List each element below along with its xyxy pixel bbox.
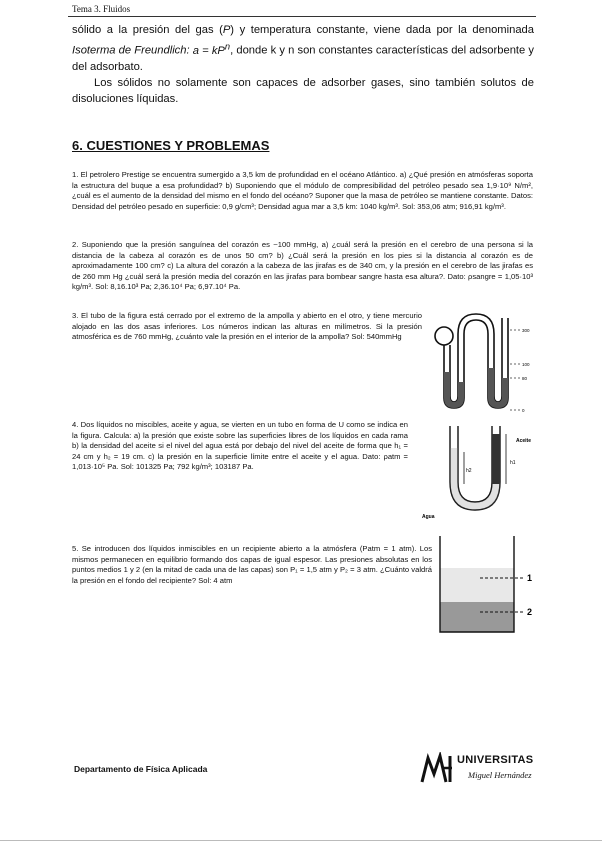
problem-5: 5. Se introducen dos líquidos inmiscibles en un recipiente abierto a la atmósfera (Patm = 1 atm). Los mismos permanecen en equilibrio formando dos capas de igual espesor. Las presiones absolutas en los puntos medios 1 y 2 (en la mitad de cada una de las capas) son P₁ = 1,5 atm y P₂ = 3 atm. ¿Cuánto valdrá la presión en el fondo del recipiente? Sol: 4 atm xyxy=(72,544,432,585)
fig3-height-0: 0 xyxy=(522,408,525,413)
fig4-h1-label: h1 xyxy=(510,460,516,466)
isotherm-name: Isoterma de Freundlich: xyxy=(72,44,190,57)
fig5-point-1: 1 xyxy=(527,573,533,583)
fig5-point-2: 2 xyxy=(527,607,533,617)
problem-4: 4. Dos líquidos no miscibles, aceite y agua, se vierten en un tubo en forma de U como se indica en la figura. Calcula: a) la presión que existe sobre las superficies libres de los líquidos en cada rama b) la densidad del aceite si el nivel del agua está por debajo del nivel del aceite de forma que h₁ = 24 cm y h₂ = 19 cm. c) la presión en la superficie límite entre el aceite y el agua. Dato: ρatm = 1,013·10⁵ Pa. Sol: 101325 Pa; 792 kg/m³; 103187 Pa. xyxy=(72,420,408,472)
problem-3: 3. El tubo de la figura está cerrado por el extremo de la ampolla y abierto en el otro, y tiene mercurio alojado en las dos asas inferiores. Los números indican las alturas en milímetros. Si la presión atmosférica es de 760 mmHg, ¿cuánto vale la presión en el interior de la ampolla? Sol: 540mmHg xyxy=(72,311,422,342)
footer-department: Departamento de Física Aplicada xyxy=(74,764,208,774)
freundlich-formula: $a = kP^n$ xyxy=(192,41,231,57)
logo-miguel-hernandez: Miguel Hernández xyxy=(468,770,532,780)
intro-text xyxy=(72,22,534,107)
header-divider xyxy=(68,16,536,17)
intro-paragraph-2: Los sólidos no solamente son capaces de adsorber gases, sino también solutos de disoluciones líquidas. xyxy=(72,76,534,105)
intro-paragraph-1: sólido a la presión del gas (P) y temperatura constante, viene dada por la denominada Isoterma de Freundlich: $a = kP^n$, donde k y n son constantes características del adsorbente y del adsorbato. xyxy=(72,24,535,73)
figure-4-utube xyxy=(420,420,538,524)
logo-universitas: UNIVERSITAS xyxy=(457,754,534,766)
fig3-height-80: 80 xyxy=(522,376,528,381)
fig4-agua-label: Agua xyxy=(422,514,435,520)
page-header: Tema 3. Fluidos xyxy=(72,4,131,14)
fig3-height-300: 300 xyxy=(522,328,530,333)
figure-5-container xyxy=(430,532,536,638)
university-logo-icon xyxy=(418,752,456,786)
fig3-height-100: 100 xyxy=(522,362,530,367)
fig4-aceite-label: Aceite xyxy=(516,438,532,444)
section-title: 6. CUESTIONES Y PROBLEMAS xyxy=(72,138,270,153)
page-bottom-line xyxy=(0,840,602,841)
problem-1: 1. El petrolero Prestige se encuentra sumergido a 3,5 km de profundidad en el océano Atlántico. a) ¿Qué presión en atmósferas soporta la estructura del buque a esa profundidad? b) Suponiendo que el módulo de compresibilidad del petróleo pesado sea 1,9·10⁹ N/m², ¿cuál es el aumento de la densidad del mismo en el fondo del océano? Suponer que la masa de petróleo se mantiene constante. Datos: Densidad del petróleo pesado en superficie: 0,9 g/cm³; Densidad agua mar a 3,5 km: 1040 kg/m³. Sol: 353,06 atm; 916,91 kg/m³. xyxy=(72,170,533,211)
problem-2: 2. Suponiendo que la presión sanguínea del corazón es ~100 mmHg, a) ¿cuál será la presión en el cerebro de una persona si la distancia de la cabeza al corazón es de unos 50 cm? b) ¿Cuál será la presión en los pies si la distancia al corazón es de aproximadamente 100 cm? c) La altura del corazón a la cabeza de las jirafas es de 340 cm, y la presión en el cerebro de las jirafas es de 260 mm Hg ¿cuál será la presión media del corazón en las jirafas para bombear sangre hasta esa altura?. Dato: ρsangre = 1,05·10³ kg/m³. Sol: 8,16.10³ Pa; 2,36.10⁴ Pa; 6,97.10⁴ Pa. xyxy=(72,240,533,292)
fig4-h2-label: h2 xyxy=(466,468,472,474)
figure-3-tube xyxy=(426,312,536,418)
